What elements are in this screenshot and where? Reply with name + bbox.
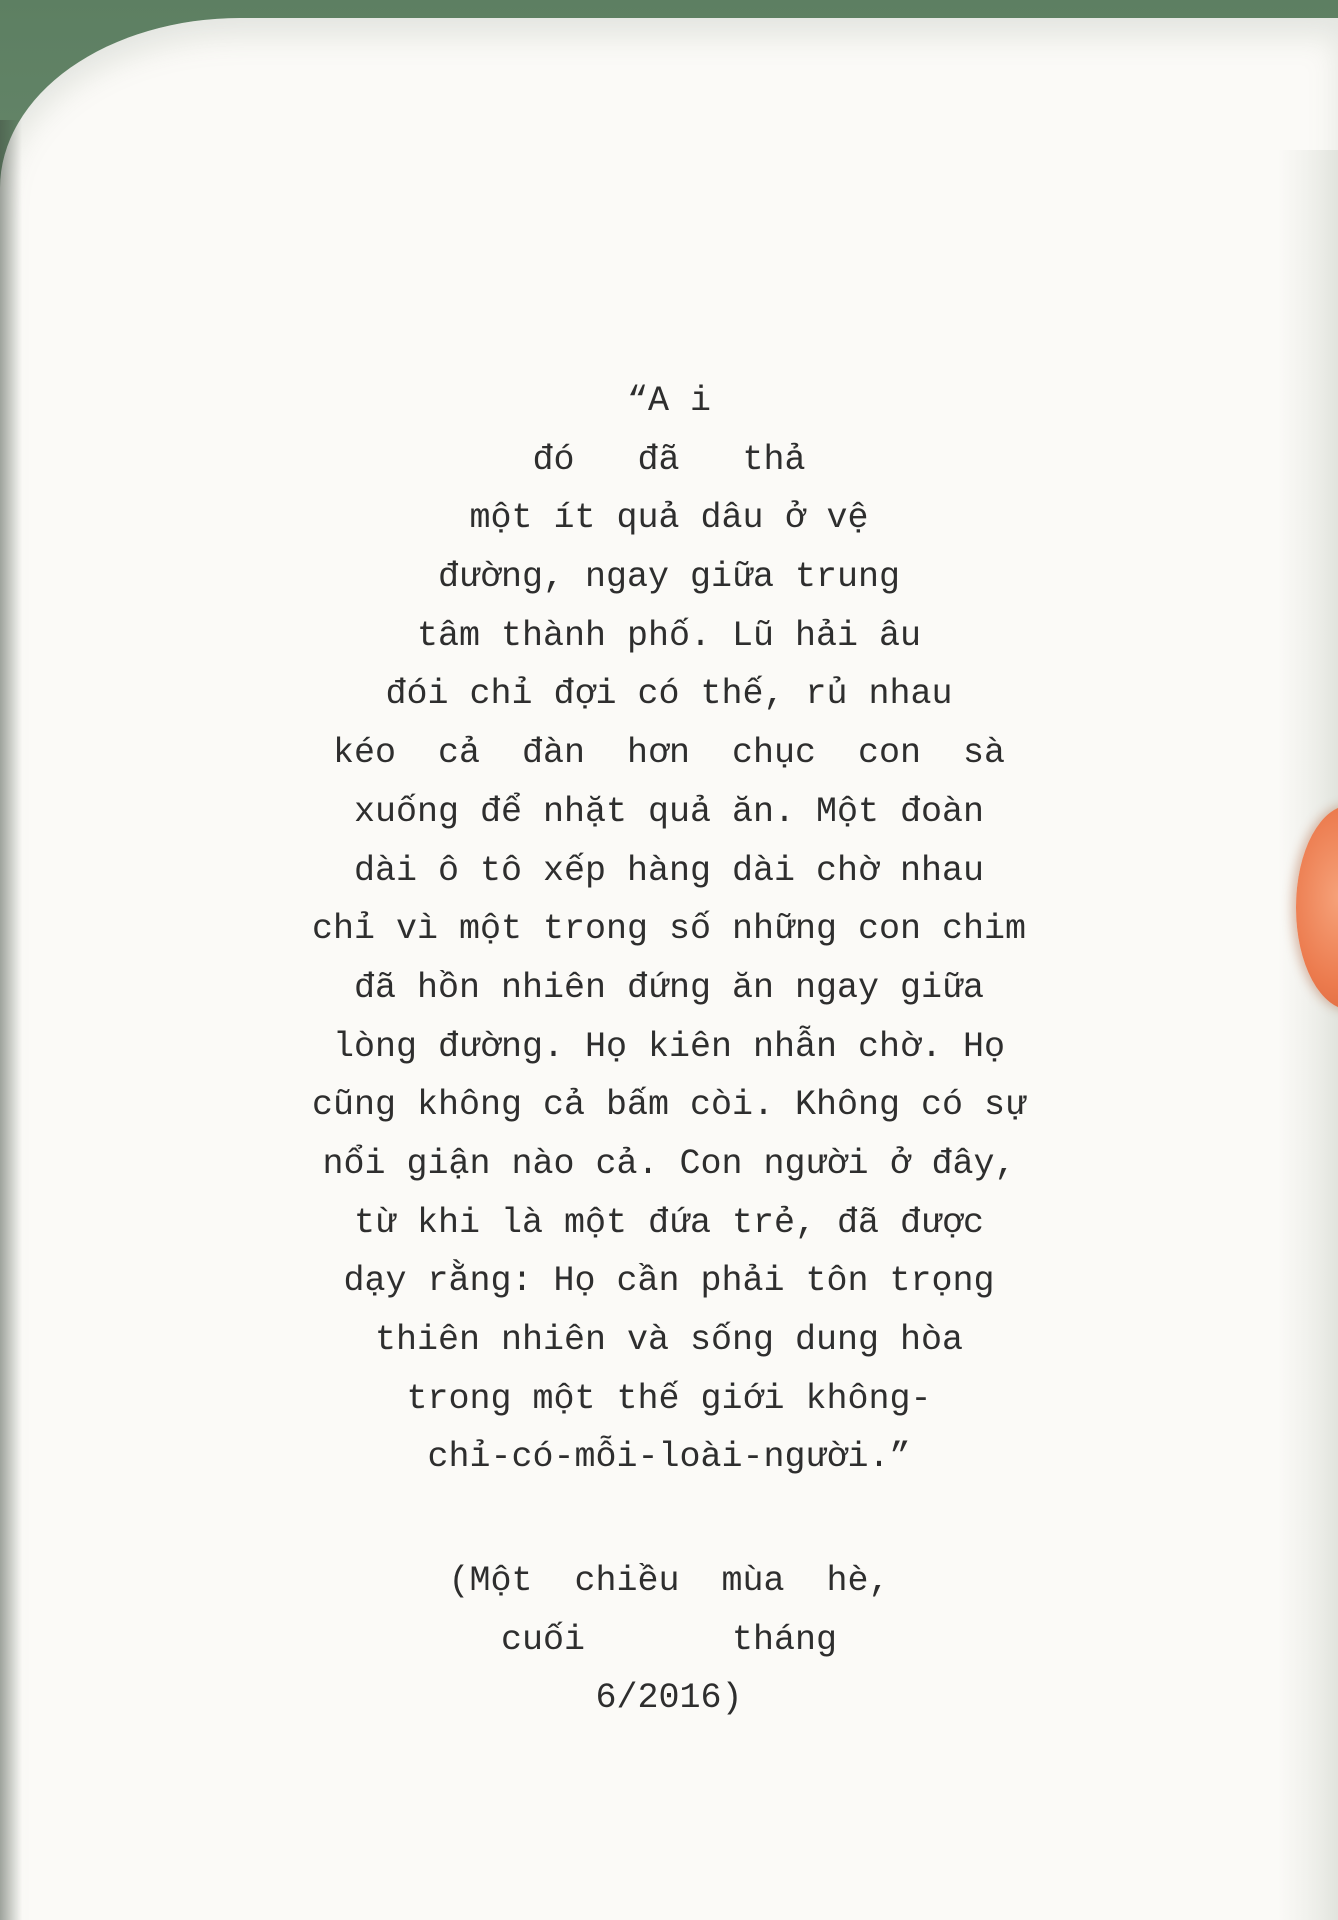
quote-line: đói chỉ đợi có thế, rủ nhau — [385, 674, 953, 715]
quote-paragraph — [0, 372, 1338, 1487]
quote-line: đã hồn nhiên đứng ăn ngay giữa — [353, 967, 985, 1008]
date-caption — [0, 1552, 1338, 1728]
quote-line: kéo cả đàn hơn chục con sà — [332, 733, 1006, 774]
caption-line: (Một chiều mùa hè, — [448, 1561, 890, 1601]
quote-line: “A i — [626, 381, 711, 421]
quote-line: nổi giận nào cả. Con người ở đây, — [322, 1143, 1016, 1184]
quote-line: cũng không cả bấm còi. Không có sự — [311, 1085, 1027, 1126]
quote-line: chỉ-có-mỗi-loài-người.” — [427, 1437, 911, 1478]
quote-line: chỉ vì một trong số những con chim — [311, 909, 1027, 950]
quote-line: tâm thành phố. Lũ hải âu — [416, 615, 922, 656]
quote-line: xuống để nhặt quả ăn. Một đoàn — [353, 791, 985, 832]
quote-line: dài ô tô xếp hàng dài chờ nhau — [353, 850, 985, 891]
quote-line: từ khi là một đứa trẻ, đã được — [353, 1202, 985, 1243]
quote-line: trong một thế giới không- — [406, 1378, 932, 1419]
caption-line: cuối tháng — [500, 1619, 838, 1660]
quote-line: đường, ngay giữa trung — [437, 557, 901, 598]
quote-line: đó đã thả — [532, 439, 806, 480]
quote-line: lòng đường. Họ kiên nhẫn chờ. Họ — [332, 1026, 1006, 1067]
quote-line: thiên nhiên và sống dung hòa — [374, 1320, 964, 1360]
caption-line: 6/2016) — [595, 1678, 743, 1719]
quote-line: dạy rằng: Họ cần phải tôn trọng — [343, 1261, 995, 1302]
quote-line: một ít quả dâu ở vệ — [469, 498, 869, 539]
